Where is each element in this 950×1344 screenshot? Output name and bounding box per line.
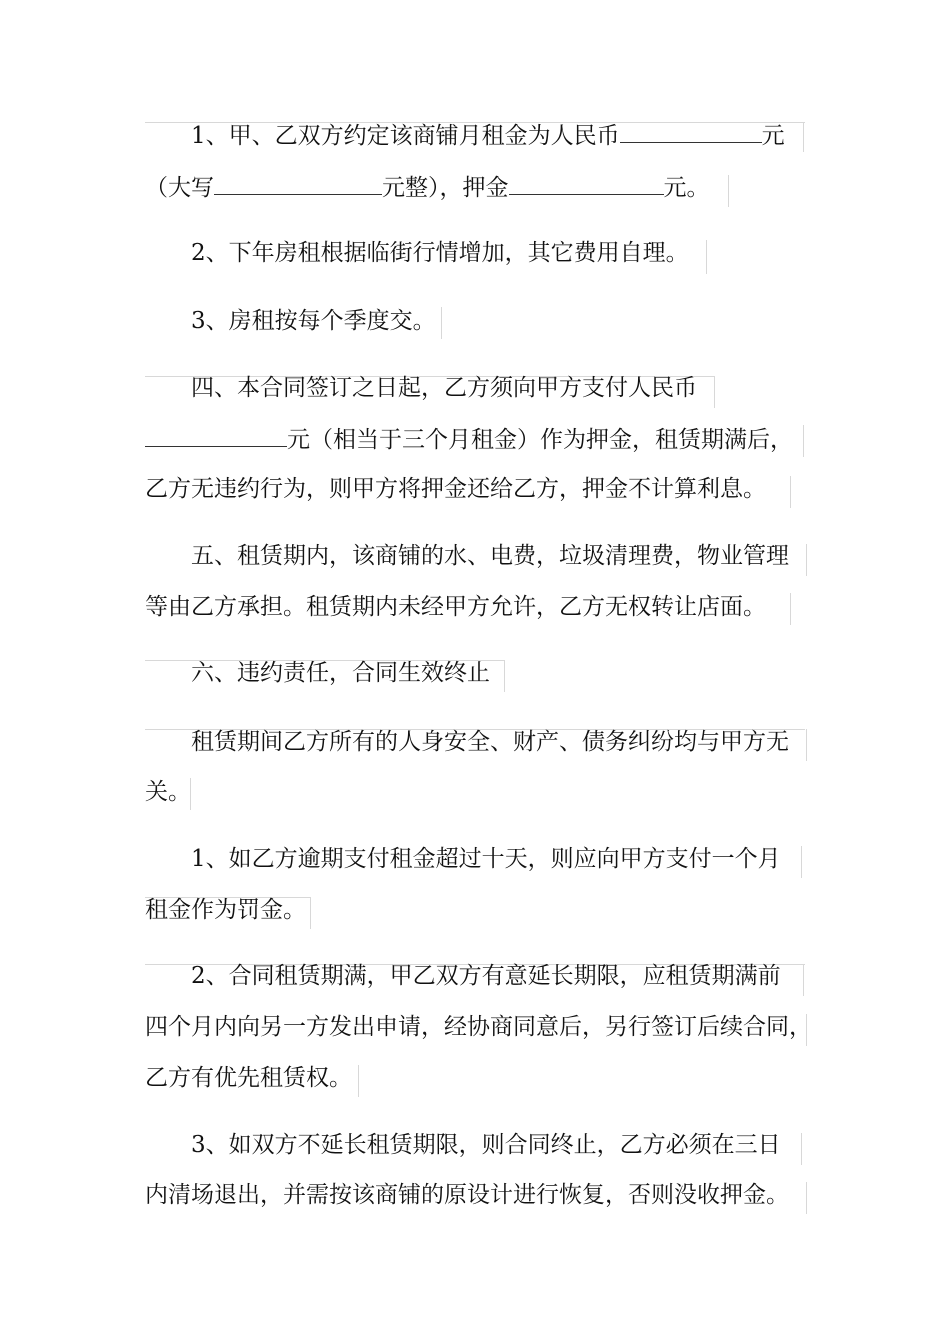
blank-field bbox=[509, 172, 664, 195]
frame-line bbox=[728, 175, 729, 207]
clause-renewal bbox=[191, 961, 781, 991]
blank-field bbox=[145, 424, 287, 447]
clause-deposit-cont2 bbox=[145, 474, 766, 504]
text: 四、本合同签订之日起，乙方须向甲方支付人民币 bbox=[191, 375, 697, 401]
text: 2、下年房租根据临街行情增加，其它费用自理。 bbox=[191, 240, 689, 266]
text: 内清场退出，并需按该商铺的原设计进行恢复，否则没收押金。 bbox=[145, 1182, 789, 1208]
frame-line bbox=[801, 1133, 802, 1165]
frame-line bbox=[806, 1182, 807, 1214]
text: 3、房租按每个季度交。 bbox=[191, 308, 436, 334]
frame-line bbox=[803, 122, 804, 152]
text: 五、租赁期内，该商铺的水、电费，垃圾清理费，物业管理 bbox=[191, 543, 789, 569]
clause-fees bbox=[191, 541, 789, 571]
text: 1、如乙方逾期支付租金超过十天，则应向甲方支付一个月 bbox=[191, 846, 781, 872]
frame-line bbox=[441, 307, 442, 339]
frame-line bbox=[803, 964, 804, 996]
text: 租赁期间乙方所有的人身安全、财产、债务纠纷均与甲方无 bbox=[191, 729, 789, 755]
blank-field bbox=[620, 120, 762, 143]
text: 关。 bbox=[145, 779, 191, 805]
text: （大写 bbox=[145, 175, 214, 201]
blank-field bbox=[214, 172, 382, 195]
clause-late-payment-cont bbox=[145, 895, 306, 925]
clause-rent-quarterly bbox=[191, 306, 436, 336]
frame-line bbox=[714, 376, 715, 408]
text: 元。 bbox=[663, 175, 710, 201]
clause-termination-cont bbox=[145, 1180, 789, 1210]
frame-line bbox=[801, 846, 802, 878]
clause-liability-cont bbox=[145, 777, 191, 807]
frame-line bbox=[310, 897, 311, 929]
text: 六、违约责任，合同生效终止 bbox=[191, 660, 490, 686]
frame-line bbox=[806, 544, 807, 576]
text: 元（相当于三个月租金）作为押金，租赁期满后， bbox=[287, 427, 793, 453]
clause-fees-cont bbox=[145, 592, 766, 622]
clause-rent bbox=[191, 120, 785, 150]
text: 等由乙方承担。租赁期内未经甲方允许，乙方无权转让店面。 bbox=[145, 594, 766, 620]
text: 1、甲、乙双方约定该商铺月租金为人民币 bbox=[191, 123, 620, 149]
frame-line bbox=[358, 1065, 359, 1097]
clause-deposit-cont bbox=[145, 424, 793, 454]
text: 3、如双方不延长租赁期限，则合同终止，乙方必须在三日 bbox=[191, 1132, 781, 1158]
clause-late-payment bbox=[191, 844, 781, 874]
frame-line bbox=[803, 425, 804, 457]
text: 租金作为罚金。 bbox=[145, 897, 306, 923]
frame-line bbox=[790, 476, 791, 508]
frame-line bbox=[504, 660, 505, 692]
clause-deposit bbox=[191, 373, 697, 403]
text: 元整），押金 bbox=[382, 175, 509, 201]
clause-rent-increase bbox=[191, 238, 689, 268]
clause-rent-cont bbox=[145, 172, 710, 202]
clause-renewal-cont bbox=[145, 1012, 812, 1042]
text: 乙方无违约行为，则甲方将押金还给乙方，押金不计算利息。 bbox=[145, 476, 766, 502]
clause-liability bbox=[191, 727, 789, 757]
section-heading bbox=[191, 658, 490, 688]
clause-termination bbox=[191, 1130, 781, 1160]
text: 元 bbox=[761, 123, 785, 149]
text: 乙方有优先租赁权。 bbox=[145, 1065, 352, 1091]
frame-line bbox=[706, 240, 707, 274]
text: 2、合同租赁期满，甲乙双方有意延长期限，应租赁期满前 bbox=[191, 963, 781, 989]
frame-line bbox=[806, 729, 807, 761]
text: 四个月内向另一方发出申请，经协商同意后，另行签订后续合同， bbox=[145, 1014, 812, 1040]
clause-renewal-cont2 bbox=[145, 1063, 352, 1093]
frame-line bbox=[790, 593, 791, 625]
